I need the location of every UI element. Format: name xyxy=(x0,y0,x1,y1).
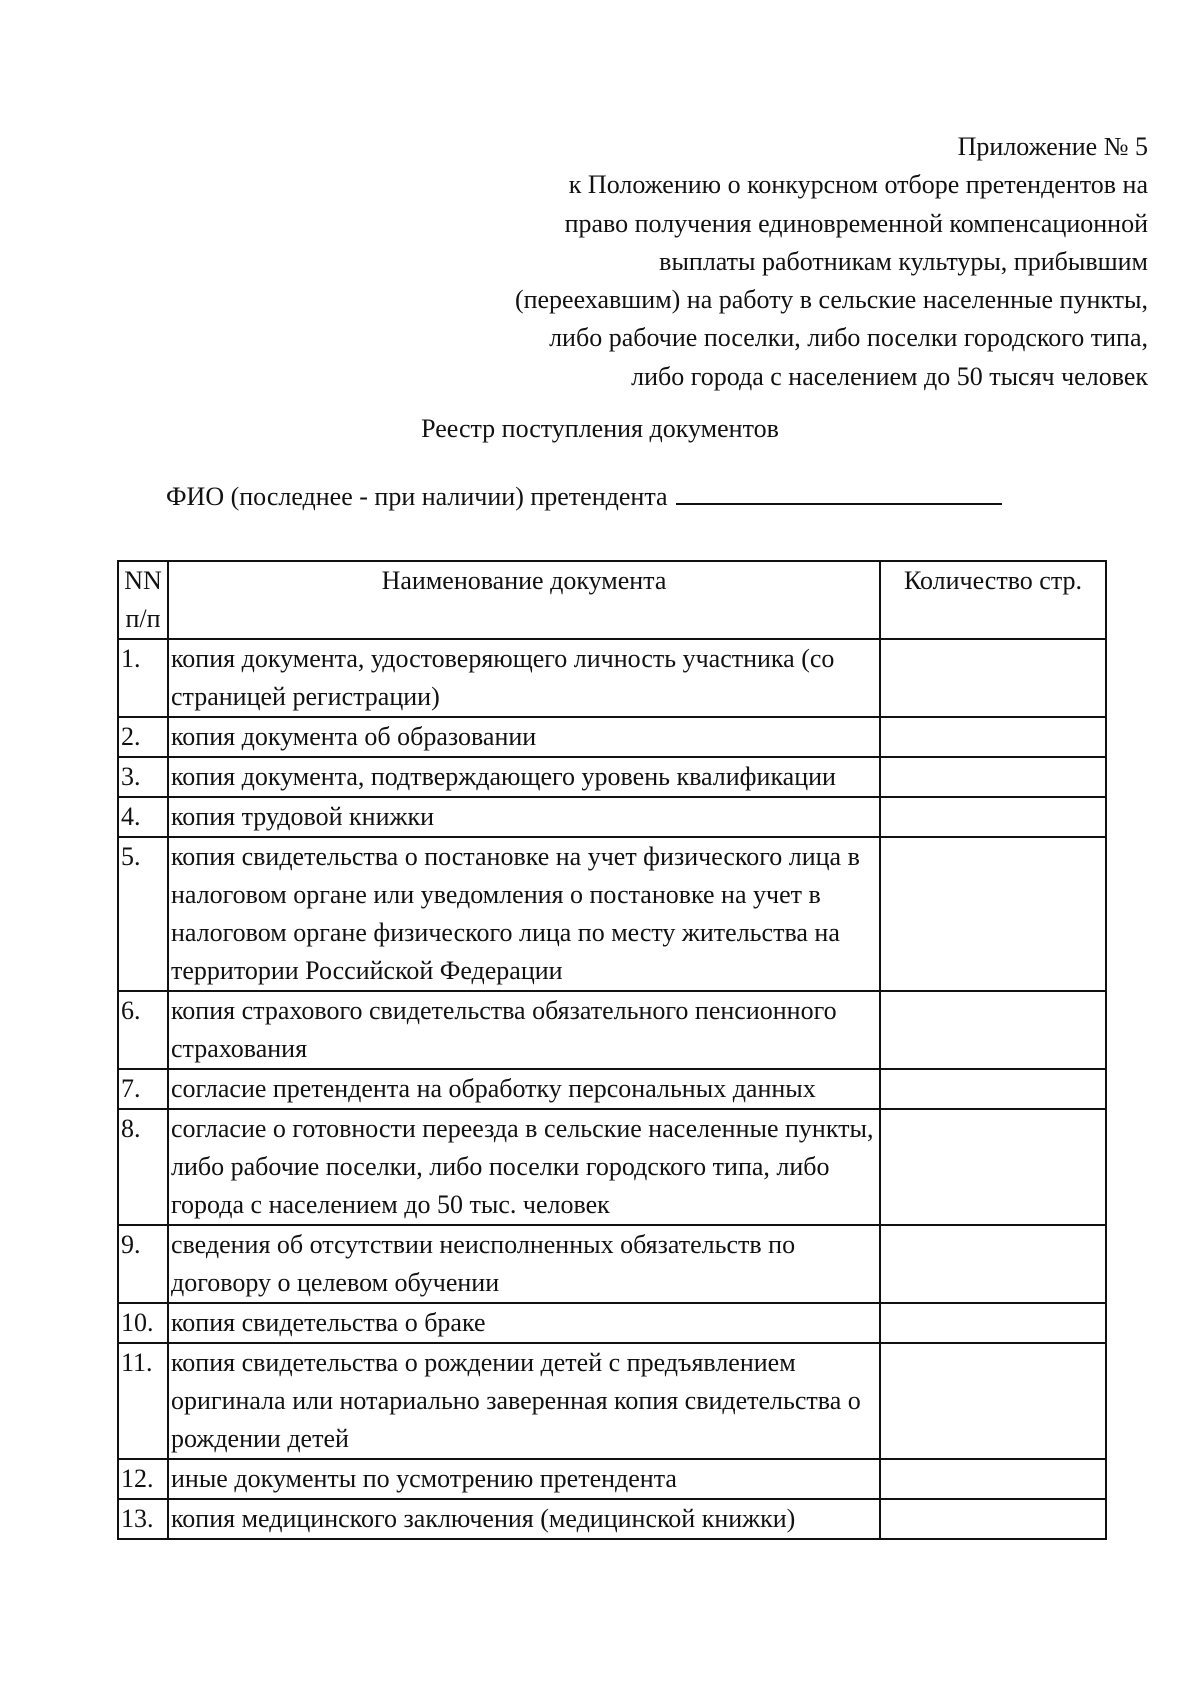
fio-line xyxy=(166,477,1002,515)
table-row xyxy=(118,1459,1106,1499)
row-page-count[interactable] xyxy=(880,639,1106,717)
row-number: 9. xyxy=(118,1225,168,1303)
row-page-count[interactable] xyxy=(880,1303,1106,1343)
header-number xyxy=(118,561,168,639)
table-row xyxy=(118,1109,1106,1225)
row-number: 8. xyxy=(118,1109,168,1225)
table-row xyxy=(118,837,1106,991)
header-number-line2: п/п xyxy=(125,604,161,633)
row-page-count[interactable] xyxy=(880,1225,1106,1303)
row-page-count[interactable] xyxy=(880,1343,1106,1459)
table-row xyxy=(118,991,1106,1069)
row-document-name: копия документа об образовании xyxy=(168,717,880,757)
row-document-name: копия документа, удостоверяющего личность участника (со страницей регистрации) xyxy=(168,639,880,717)
row-page-count[interactable] xyxy=(880,1069,1106,1109)
table-row xyxy=(118,797,1106,837)
row-document-name: сведения об отсутствии неисполненных обязательств по договору о целевом обучении xyxy=(168,1225,880,1303)
table-row xyxy=(118,1069,1106,1109)
header-document-name: Наименование документа xyxy=(168,561,880,639)
row-document-name: копия свидетельства о рождении детей с предъявлением оригинала или нотариально заверенная копия свидетельства о рождении детей xyxy=(168,1343,880,1459)
row-number: 10. xyxy=(118,1303,168,1343)
row-number: 2. xyxy=(118,717,168,757)
row-document-name: согласие претендента на обработку персональных данных xyxy=(168,1069,880,1109)
appendix-line: Приложение № 5 xyxy=(957,132,1148,161)
documents-registry-table xyxy=(117,560,1107,1540)
document-title: Реестр поступления документов xyxy=(421,414,779,443)
row-document-name: копия свидетельства о постановке на учет физического лица в налоговом органе или уведомления о постановке на учет в налоговом органе физического лица по месту жительства на территории Российской Федерации xyxy=(168,837,880,991)
row-document-name: копия свидетельства о браке xyxy=(168,1303,880,1343)
row-number: 7. xyxy=(118,1069,168,1109)
row-page-count[interactable] xyxy=(880,757,1106,797)
table-row xyxy=(118,717,1106,757)
table-header-row xyxy=(118,561,1106,639)
table-row xyxy=(118,757,1106,797)
table-row xyxy=(118,1303,1106,1343)
row-page-count[interactable] xyxy=(880,717,1106,757)
table-row xyxy=(118,639,1106,717)
row-page-count[interactable] xyxy=(880,991,1106,1069)
row-page-count[interactable] xyxy=(880,1459,1106,1499)
table-row xyxy=(118,1343,1106,1459)
row-number: 5. xyxy=(118,837,168,991)
appendix-line: право получения единовременной компенсационной xyxy=(564,208,1148,238)
row-document-name: копия страхового свидетельства обязательного пенсионного страхования xyxy=(168,991,880,1069)
header-page-count: Количество стр. xyxy=(880,561,1106,639)
table-row xyxy=(118,1499,1106,1539)
row-document-name: копия медицинского заключения (медицинской книжки) xyxy=(168,1499,880,1539)
row-page-count[interactable] xyxy=(880,1499,1106,1539)
appendix-line: выплаты работникам культуры, прибывшим xyxy=(659,246,1148,276)
header-number-line1: NN xyxy=(124,566,162,595)
appendix-header xyxy=(515,128,1148,396)
row-page-count[interactable] xyxy=(880,837,1106,991)
row-document-name: копия документа, подтверждающего уровень квалификации xyxy=(168,757,880,797)
row-number: 13. xyxy=(118,1499,168,1539)
row-document-name: копия трудовой книжки xyxy=(168,797,880,837)
row-number: 1. xyxy=(118,639,168,717)
fio-blank-field[interactable] xyxy=(676,477,1002,505)
fio-label: ФИО (последнее - при наличии) претендента xyxy=(166,482,668,511)
table-row xyxy=(118,1225,1106,1303)
row-page-count[interactable] xyxy=(880,1109,1106,1225)
row-number: 3. xyxy=(118,757,168,797)
appendix-line: либо города с населением до 50 тысяч человек xyxy=(631,361,1148,391)
appendix-line: (переехавшим) на работу в сельские населенные пункты, xyxy=(514,285,1148,315)
row-number: 11. xyxy=(118,1343,168,1459)
appendix-line: либо рабочие поселки, либо поселки городского типа, xyxy=(549,323,1148,353)
row-document-name: иные документы по усмотрению претендента xyxy=(168,1459,880,1499)
row-page-count[interactable] xyxy=(880,797,1106,837)
row-document-name: согласие о готовности переезда в сельские населенные пункты, либо рабочие поселки, либо поселки городского типа, либо города с населением до 50 тыс. человек xyxy=(168,1109,880,1225)
row-number: 6. xyxy=(118,991,168,1069)
row-number: 4. xyxy=(118,797,168,837)
appendix-line: к Положению о конкурсном отборе претендентов на xyxy=(568,170,1148,200)
row-number: 12. xyxy=(118,1459,168,1499)
